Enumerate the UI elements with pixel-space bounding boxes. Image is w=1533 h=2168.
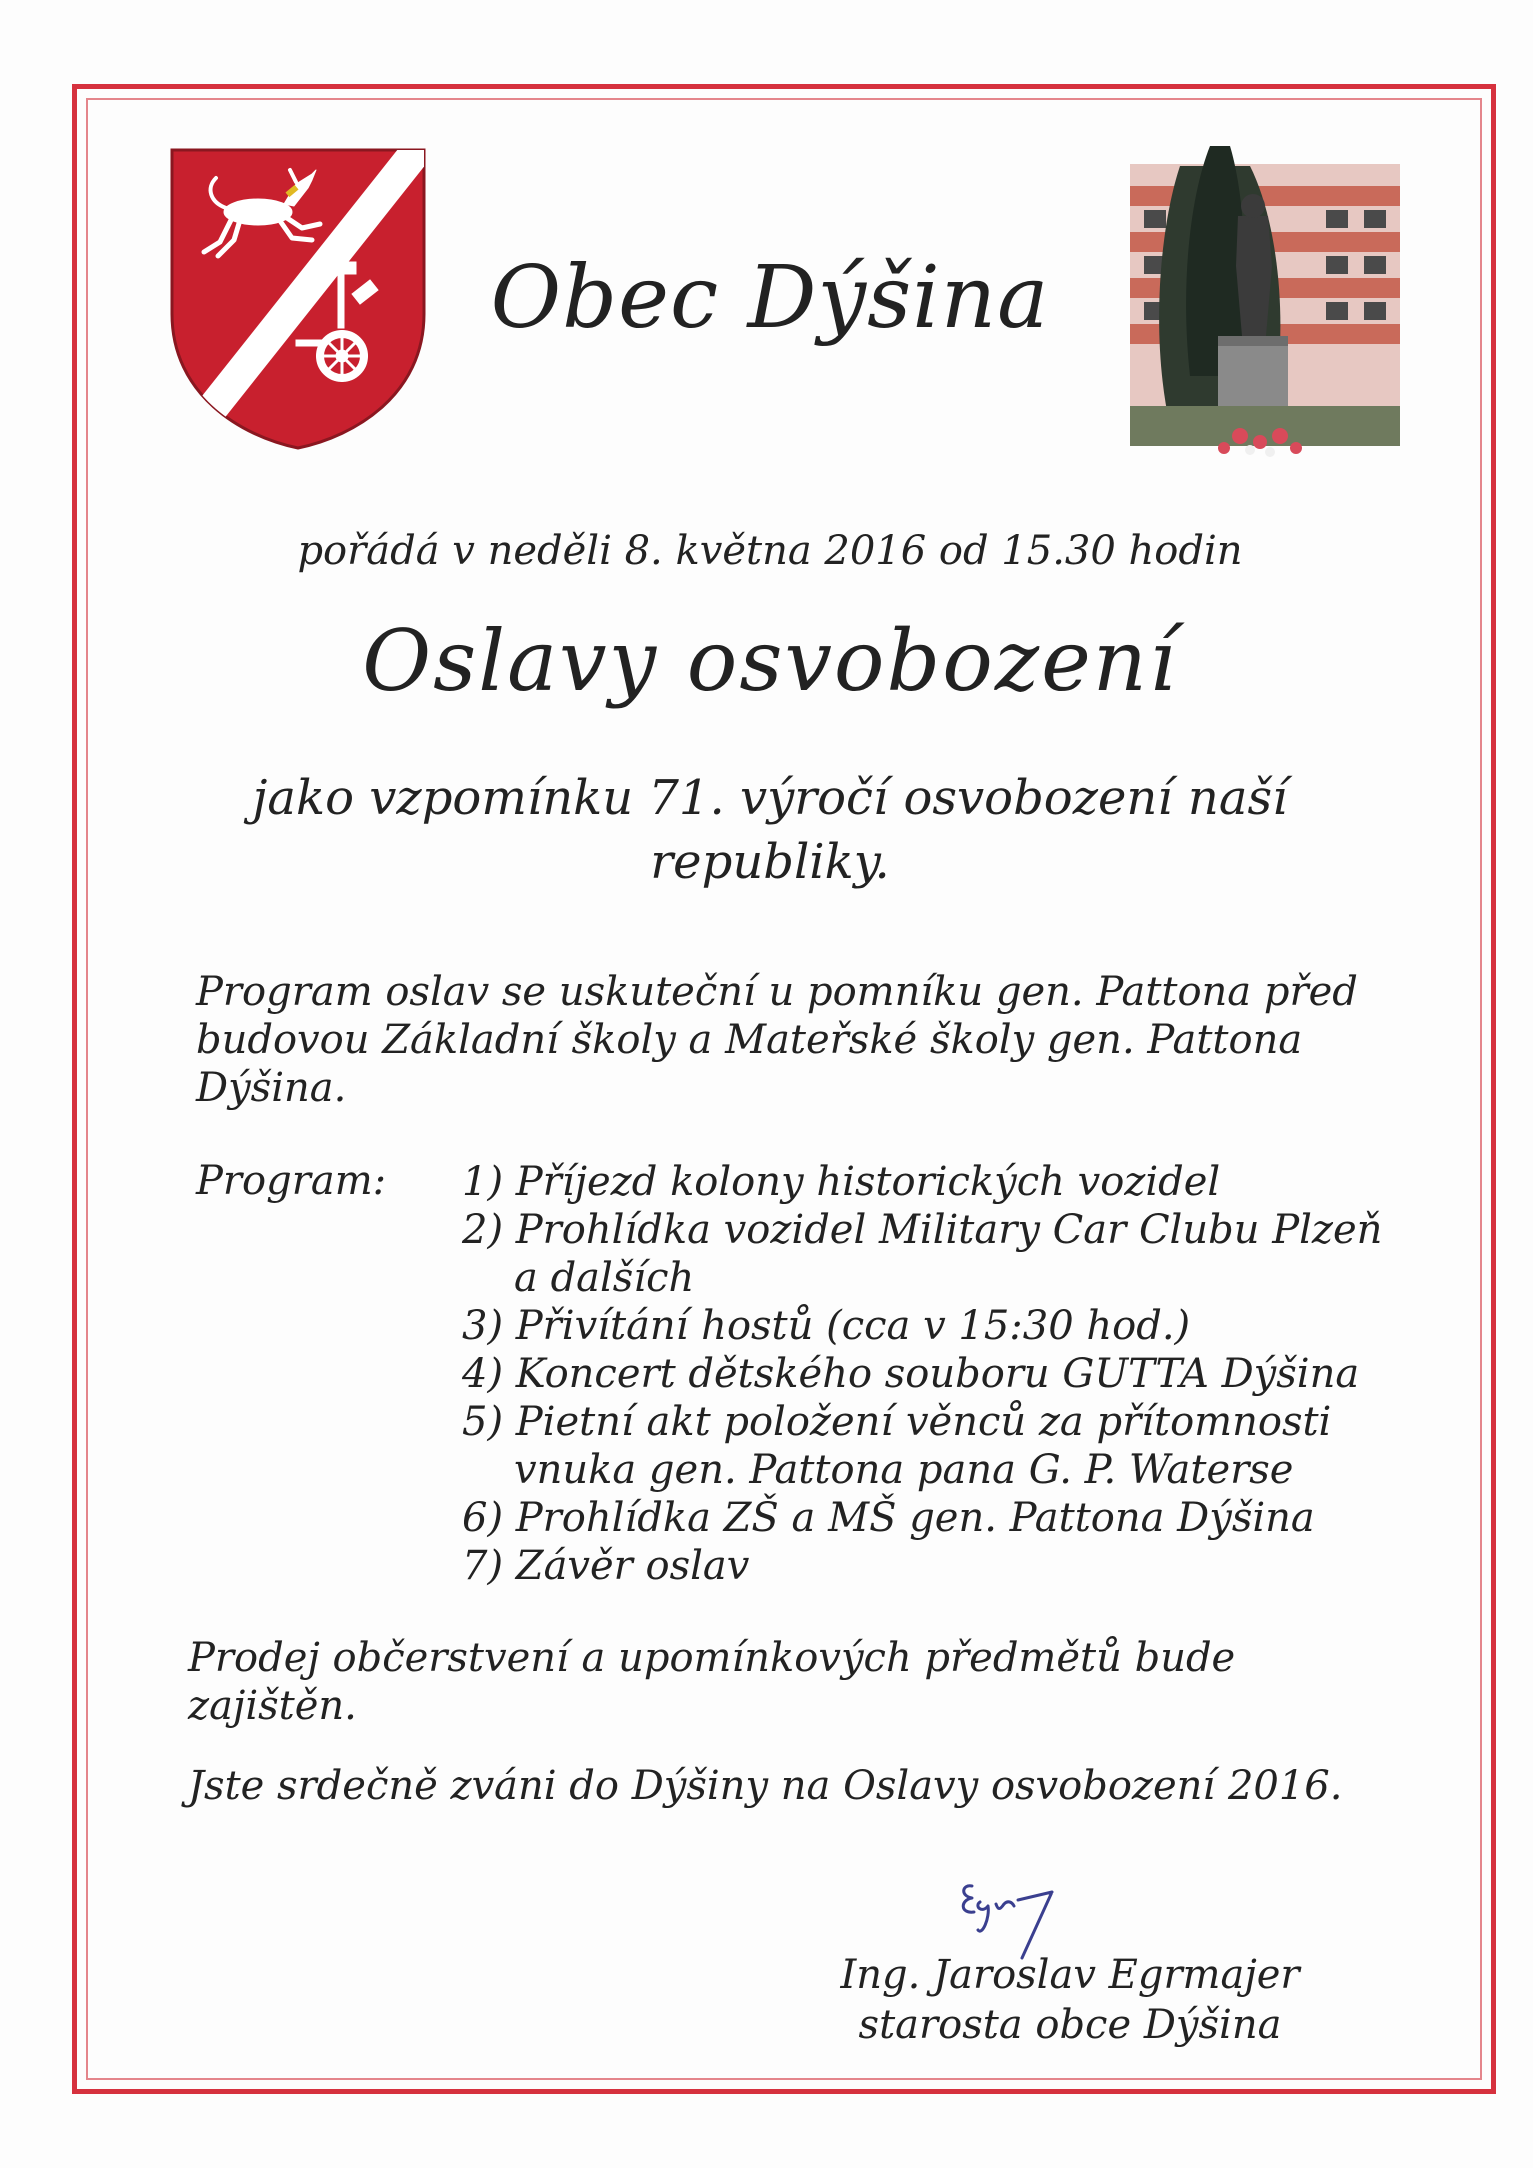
program-label: Program: [196, 1158, 387, 1204]
program-item-7: 7) Závěr oslav [462, 1543, 750, 1589]
municipality-title: Obec Dýšina [490, 248, 1050, 348]
subtitle-line-2: republiky. [650, 834, 890, 890]
subtitle-line-1: jako vzpomínku 71. výročí osvobození naší [252, 770, 1288, 826]
signer-block [800, 1950, 1340, 2050]
event-subtitle [220, 766, 1320, 894]
refreshments-note: Prodej občerstvení a upomínkových předmětů bude zajištěn. [188, 1635, 1236, 1729]
event-date-line: pořádá v neděli 8. května 2016 od 15.30 hodin [297, 528, 1243, 574]
coat-of-arms-icon [166, 144, 430, 454]
program-intro-paragraph: Program oslav se uskuteční u pomníku gen. Pattona před budovou Základní školy a Mateřské školy gen. Pattona Dýšina. [196, 969, 1358, 1111]
program-item-5: 5) Pietní akt položení věnců za přítomnosti vnuka gen. Pattona pana G. P. Waterse [462, 1399, 1332, 1493]
program-list [462, 1158, 1402, 1590]
program-item-2: 2) Prohlídka vozidel Military Car Clubu Plzeň a dalších [462, 1207, 1383, 1301]
signer-role: starosta obce Dýšina [858, 2002, 1282, 2048]
program-item-6: 6) Prohlídka ZŠ a MŠ gen. Pattona Dýšina [462, 1495, 1315, 1541]
patton-monument-photo [1120, 136, 1410, 492]
invitation-note: Jste srdečně zváni do Dýšiny na Oslavy osvobození 2016. [188, 1763, 1343, 1809]
event-heading: Oslavy osvobození [362, 612, 1178, 710]
program-item-1: 1) Příjezd kolony historických vozidel [462, 1159, 1221, 1205]
signer-name: Ing. Jaroslav Egrmajer [840, 1952, 1300, 1998]
program-item-3: 3) Přivítání hostů (cca v 15:30 hod.) [462, 1303, 1191, 1349]
program-item-4: 4) Koncert dětského souboru GUTTA Dýšina [462, 1351, 1360, 1397]
